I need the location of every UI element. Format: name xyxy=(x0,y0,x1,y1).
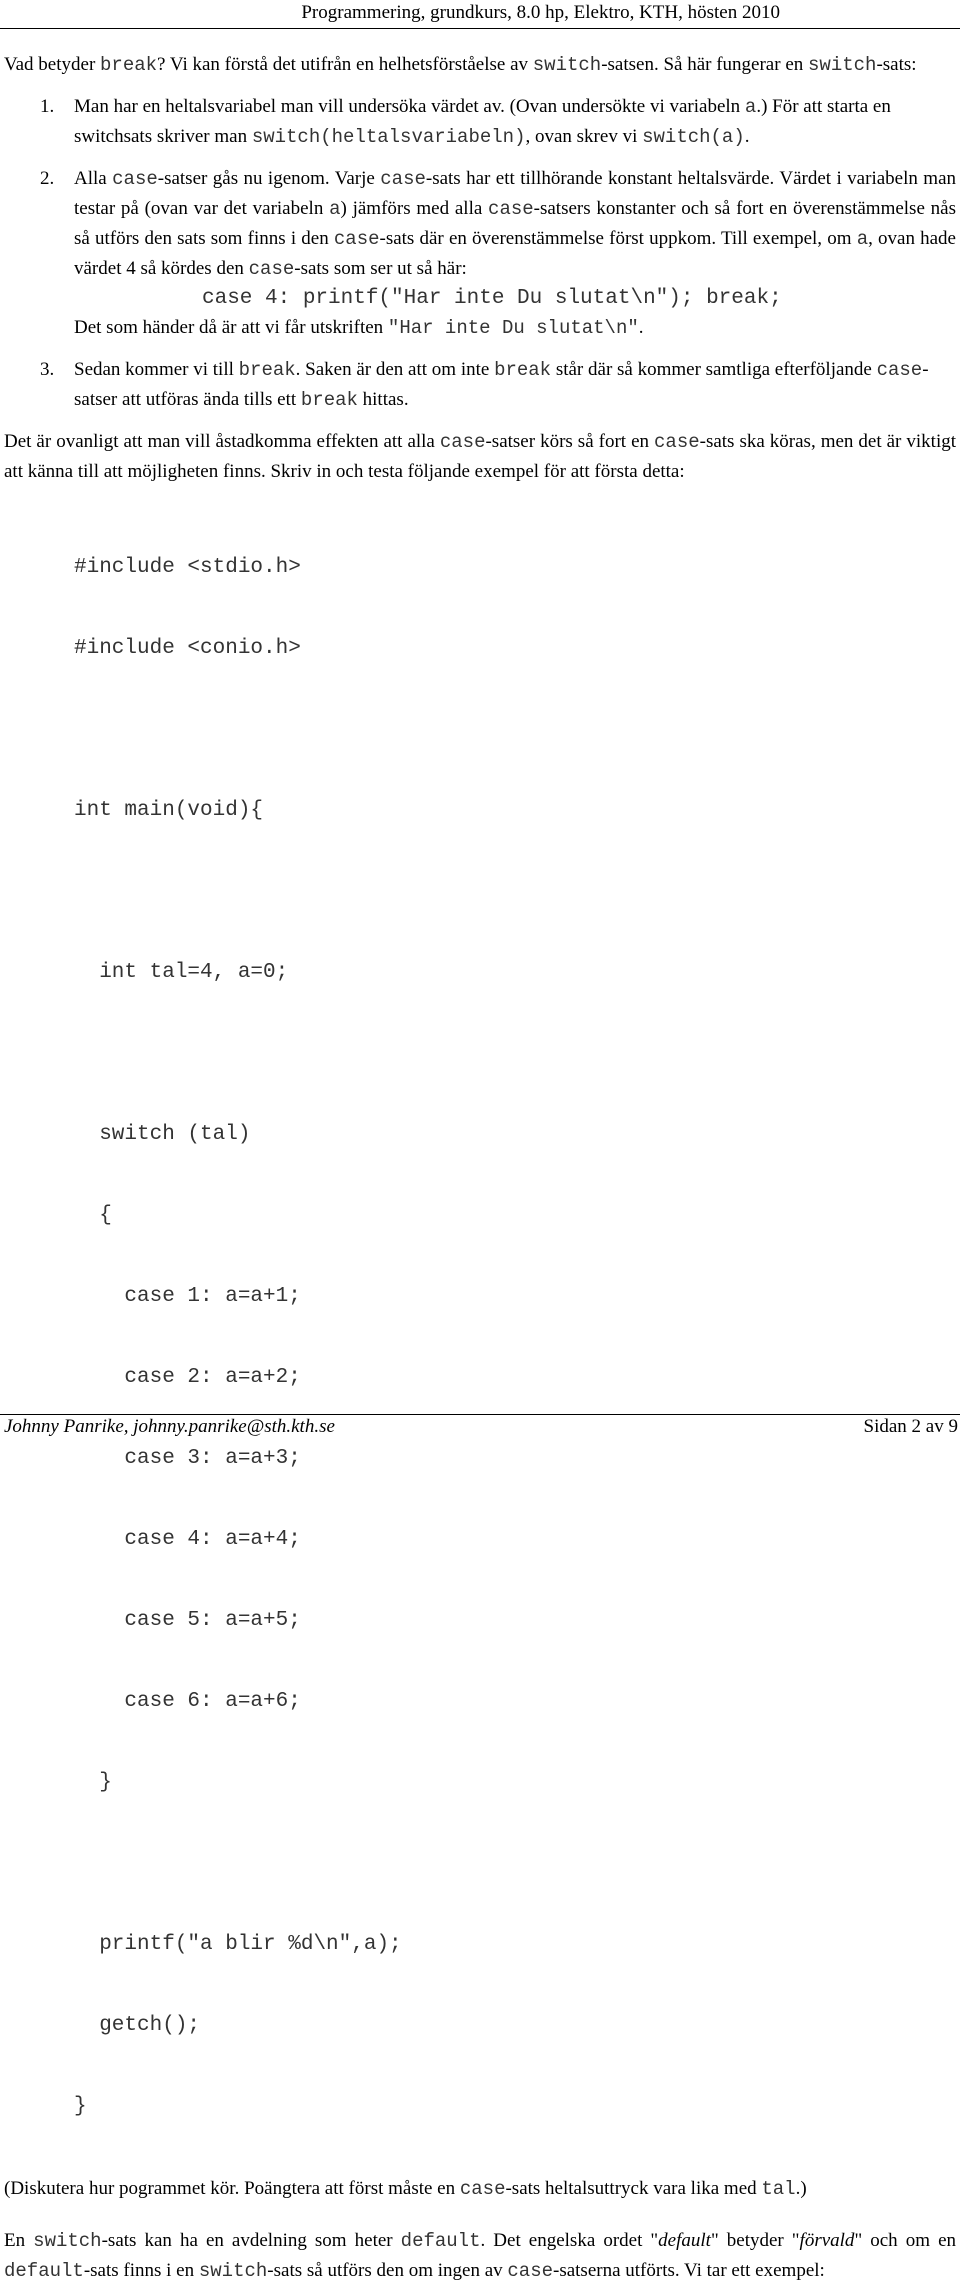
footer-page-number: Sidan 2 av 9 xyxy=(863,1416,958,1437)
text: . Det engelska ordet " xyxy=(480,2230,659,2251)
code-example xyxy=(4,500,956,2174)
text: ? Vi kan förstå det utifrån en helhetsförståelse av xyxy=(157,54,533,75)
page-header: Programmering, grundkurs, 8.0 hp, Elektro, KTH, hösten 2010 xyxy=(301,2,780,23)
code-case: case xyxy=(112,168,158,190)
code-break: break xyxy=(300,389,358,411)
code-switch-heltalsvariabeln: switch(heltalsvariabeln) xyxy=(251,126,526,148)
code-output-string: "Har inte Du slutat\n" xyxy=(387,317,639,339)
intro-paragraph xyxy=(4,50,956,80)
text: " och om en xyxy=(854,2230,957,2251)
code-line: getch(); xyxy=(74,2014,201,2037)
code-a: a xyxy=(856,228,869,250)
code-line: case 6: a=a+6; xyxy=(74,1690,301,1713)
code-case: case xyxy=(439,431,486,453)
code-break: break xyxy=(494,359,552,381)
code-a: a xyxy=(744,96,757,118)
code-line: case 4: a=a+4; xyxy=(74,1528,301,1551)
code-break: break xyxy=(100,54,158,76)
text: -sats heltalsuttryck vara lika med xyxy=(505,2178,762,2199)
text: -sats så utförs den om ingen av xyxy=(267,2260,508,2281)
code-case: case xyxy=(248,258,295,280)
text: -satsers konstanter och så fort en överenstämmelse nås så utförs den sats som finns i den xyxy=(74,198,956,249)
text: . xyxy=(744,126,750,147)
list-number: 3. xyxy=(40,359,55,380)
result-sentence xyxy=(74,313,956,343)
code-line: } xyxy=(74,2095,87,2118)
inline-code-example xyxy=(74,284,956,313)
code-line: } xyxy=(74,1771,112,1794)
text: (Diskutera hur pogrammet kör. Poängtera att först måste en xyxy=(4,2178,460,2199)
code-tal: tal xyxy=(761,2178,796,2200)
numbered-list xyxy=(4,92,956,415)
code-line: int main(void){ xyxy=(74,799,264,822)
code-line: case 4: printf("Har inte Du slutat\n"); break; xyxy=(202,287,782,310)
text: En xyxy=(4,2230,34,2251)
code-line xyxy=(74,878,956,905)
text: -sats finns i en xyxy=(83,2260,199,2281)
text: Alla xyxy=(74,168,113,189)
list-item-2 xyxy=(4,164,956,343)
code-line: case 5: a=a+5; xyxy=(74,1609,301,1632)
text: -satser att utföras ända tills ett xyxy=(74,359,929,410)
code-line xyxy=(74,1040,956,1067)
code-line: case 1: a=a+1; xyxy=(74,1285,301,1308)
code-switch: switch xyxy=(33,2230,102,2252)
text: Man har en heltalsvariabel man vill undersöka värdet av. (Ovan undersökte vi variabeln xyxy=(74,96,745,117)
italic-default: default xyxy=(658,2230,711,2251)
text: Det som händer då är att vi får utskriften xyxy=(74,317,388,338)
code-case: case xyxy=(459,2178,506,2200)
code-switch: switch xyxy=(198,2260,268,2282)
code-case: case xyxy=(507,2260,553,2282)
text: .) xyxy=(795,2178,807,2199)
text: .) För att starta en switchsats skriver man xyxy=(74,96,891,147)
text: -satsen. Så här fungerar en xyxy=(601,54,809,75)
footer-author: Johnny Panrike, johnny.panrike@sth.kth.se xyxy=(4,1416,335,1437)
text: " betyder " xyxy=(710,2230,800,2251)
text: -sats där en överenstämmelse först uppkom. Till exempel, om xyxy=(379,228,857,249)
text: -sats som ser ut så här: xyxy=(294,258,467,279)
code-case: case xyxy=(333,228,380,250)
code-case: case xyxy=(876,359,923,381)
text: , ovan hade värdet 4 så kördes den xyxy=(74,228,956,279)
text: Vad betyder xyxy=(4,54,101,75)
text: . xyxy=(638,317,644,338)
code-line xyxy=(74,716,956,743)
code-default: default xyxy=(400,2230,481,2252)
list-number: 2. xyxy=(40,168,55,189)
text: -sats ska köras, men det är viktigt att känna till att möjligheten finns. Skriv in och testa följande exempel för att första detta: xyxy=(4,431,957,482)
code-line: printf("a blir %d\n",a); xyxy=(74,1933,402,1956)
text: Det är ovanligt att man vill åstadkomma effekten att alla xyxy=(4,431,440,452)
text: står där så kommer samtliga efterföljande xyxy=(551,359,877,380)
code-case: case xyxy=(654,431,700,453)
code-line: switch (tal) xyxy=(74,1123,251,1146)
code-line: case 2: a=a+2; xyxy=(74,1366,301,1389)
text: -sats kan ha en avdelning som heter xyxy=(101,2230,401,2251)
code-case: case xyxy=(380,168,426,190)
italic-forvald: förvald xyxy=(799,2230,855,2251)
paragraph-2 xyxy=(4,427,956,486)
code-default: default xyxy=(4,2260,84,2282)
code-case: case xyxy=(488,198,534,220)
text: -satserna utförts. Vi tar ett exempel: xyxy=(553,2260,825,2281)
code-line: int tal=4, a=0; xyxy=(74,961,289,984)
code-line: #include <conio.h> xyxy=(74,637,301,660)
text: Sedan kommer vi till xyxy=(74,359,239,380)
text: -sats: xyxy=(876,54,917,75)
footer-rule xyxy=(0,1414,960,1415)
text: . Saken är den att om inte xyxy=(295,359,495,380)
text: ) jämförs med alla xyxy=(340,198,489,219)
text: -satser gås nu igenom. Varje xyxy=(157,168,381,189)
code-switch: switch xyxy=(808,54,877,76)
code-line: #include <stdio.h> xyxy=(74,556,301,579)
list-number: 1. xyxy=(40,96,55,117)
text: , ovan skrev vi xyxy=(525,126,643,147)
code-switch-a: switch(a) xyxy=(642,126,745,148)
text: -satser körs så fort en xyxy=(485,431,655,452)
code-a: a xyxy=(329,198,341,220)
code-line xyxy=(74,1850,956,1877)
code-line: case 3: a=a+3; xyxy=(74,1447,301,1470)
document-body xyxy=(4,50,956,2286)
code-break: break xyxy=(238,359,296,381)
paragraph-3 xyxy=(4,2174,956,2204)
list-item-1 xyxy=(4,92,956,152)
text: -sats har ett tillhörande konstant heltalsvärde. Värdet i variabeln man testar på (ovan var det variabeln xyxy=(74,168,956,219)
header-rule xyxy=(0,28,960,29)
paragraph-4 xyxy=(4,2226,956,2286)
text: hittas. xyxy=(357,389,409,410)
code-switch: switch xyxy=(532,54,602,76)
list-item-3 xyxy=(4,355,956,415)
code-line: { xyxy=(74,1204,112,1227)
